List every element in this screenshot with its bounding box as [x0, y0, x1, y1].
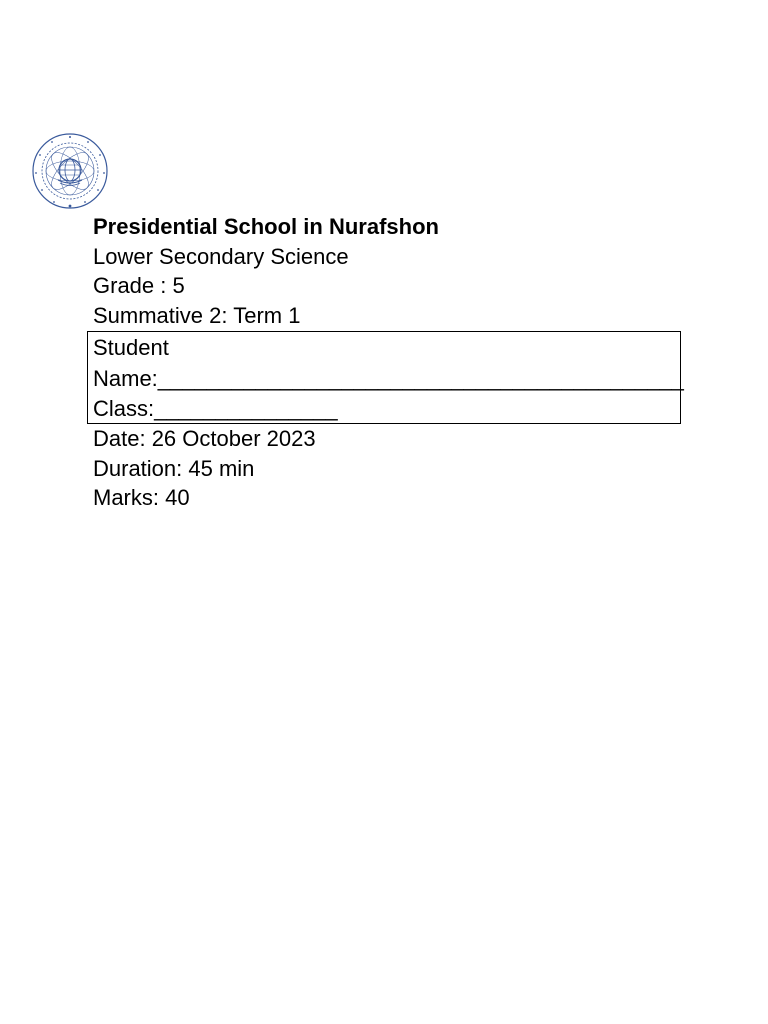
marks-line: Marks: 40 — [93, 485, 190, 511]
duration-line: Duration: 45 min — [93, 455, 255, 481]
student-info-fields — [93, 333, 684, 425]
grade-line: Grade : 5 — [93, 273, 185, 299]
school-seal-icon — [30, 130, 110, 212]
student-label: Student — [93, 335, 169, 360]
header-block — [93, 212, 693, 330]
subject-line: Lower Secondary Science — [93, 243, 349, 269]
student-name-field[interactable]: Name:___________________________________________ — [93, 365, 684, 391]
school-name: Presidential School in Nurafshon — [93, 214, 439, 239]
exam-details — [93, 424, 693, 513]
date-line: Date: 26 October 2023 — [93, 426, 316, 451]
assessment-line: Summative 2: Term 1 — [93, 302, 301, 328]
student-class-field[interactable]: Class:_______________ — [93, 396, 338, 421]
